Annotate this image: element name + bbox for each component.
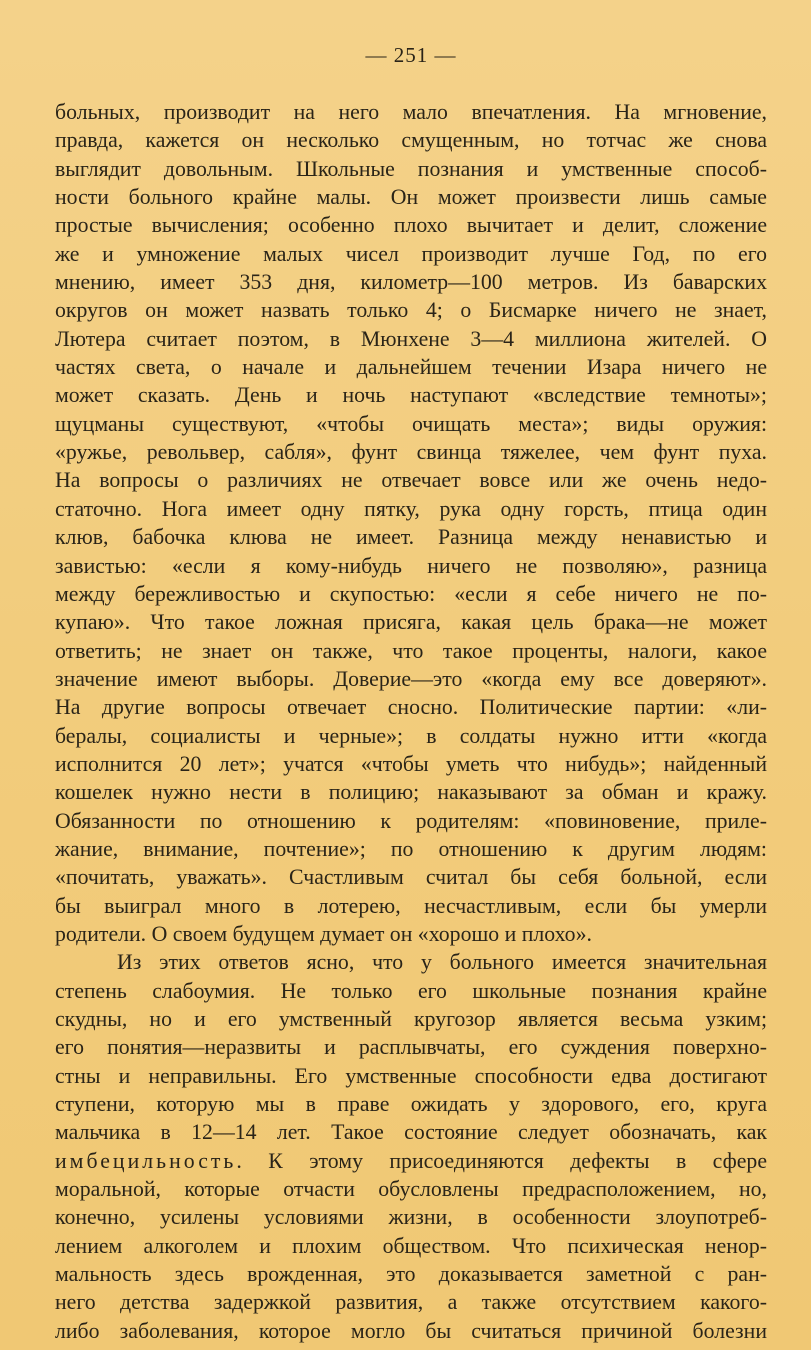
text-line: статочно. Нога имеет одну пятку, рука одну горсть, птица один — [55, 496, 767, 521]
text-line: клюв, бабочка клюва не имеет. Разница между ненавистью и — [55, 525, 767, 550]
text-line: завистью: «если я кому-нибудь ничего не позволяю», разница — [55, 553, 767, 578]
text-line: частях света, о начале и дальнейшем течении Изара ничего не — [55, 355, 767, 380]
text-line: лением алкоголем и плохим обществом. Что психическая ненор- — [55, 1233, 767, 1258]
text-line: может сказать. День и ночь наступают «вследствие темноты»; — [55, 383, 767, 408]
text-line: купаю». Что такое ложная присяга, какая цель брака—не может — [55, 610, 767, 635]
emphasized-term: имбецильность — [55, 1148, 237, 1173]
paragraph-2 — [55, 948, 767, 1345]
text-line: либо заболевания, которое могло бы считаться причиной болезни — [55, 1318, 767, 1343]
text-line: правда, кажется он несколько смущенным, но тотчас же снова — [55, 128, 767, 153]
text-line: него детства задержкой развития, а также отсутствием какого- — [55, 1290, 767, 1315]
text-line: ответить; не знает он также, что такое проценты, налоги, какое — [55, 638, 767, 663]
text-line: На другие вопросы отвечает сносно. Политические партии: «ли- — [55, 695, 767, 720]
text-line: между бережливостью и скупостью: «если я себе ничего не по- — [55, 581, 767, 606]
text-line: «ружье, револьвер, сабля», фунт свинца тяжелее, чем фунт пуха. — [55, 440, 767, 465]
text-line: округов он может назвать только 4; о Бисмарке ничего не знает, — [55, 298, 767, 323]
text-line: скудны, но и его умственный кругозор является весьма узким; — [55, 1007, 767, 1031]
text-line: больных, производит на него мало впечатления. На мгновение, — [55, 100, 767, 124]
text-line: Обязанности по отношению к родителям: «повиновение, приле- — [55, 808, 767, 833]
text-line: мальность здесь врожденная, это доказывается заметной с ран- — [55, 1262, 767, 1287]
text-line: ступени, которую мы в праве ожидать у здорового, его, круга — [55, 1092, 767, 1117]
text-line: Из этих ответов ясно, что у больного имеется значительная — [117, 950, 767, 975]
text-line: исполнится 20 лет»; учатся «чтобы уметь что нибудь»; найденный — [55, 751, 767, 776]
text-line: щуцманы существуют, «чтобы очищать места»; виды оружия: — [55, 411, 767, 436]
paragraph-1 — [55, 98, 767, 948]
text-line: степень слабоумия. Не только его школьные познания крайне — [55, 978, 767, 1003]
text-line: мнению, имеет 353 дня, километр—100 метров. Из баварских — [55, 270, 767, 295]
text-line: родители. О своем будущем думает он «хорошо и плохо». — [55, 921, 592, 946]
text-line: моральной, которые отчасти обусловлены предрасположением, но, — [55, 1177, 767, 1202]
document-page — [55, 40, 767, 1345]
text-line: бералы, социалисты и черные»; в солдаты нужно итти «когда — [55, 723, 767, 748]
text-line: значение имеют выборы. Доверие—это «когда ему все доверяют». — [55, 666, 767, 691]
text-line: бы выиграл много в лотерею, несчастливым, если бы умерли — [55, 893, 767, 918]
text-line: жание, внимание, почтение»; по отношению к другим людям: — [55, 836, 767, 861]
text-line: же и умножение малых чисел производит лучше Год, по его — [55, 241, 767, 266]
text-line: «почитать, уважать». Счастливым считал бы себя больной, если — [55, 865, 767, 890]
text-line: его понятия—неразвиты и расплывчаты, его суждения поверхно- — [55, 1035, 767, 1060]
text-line: имбецильность. К этому присоединяются дефекты в сфере — [55, 1148, 767, 1173]
text-line: кошелек нужно нести в полицию; наказывают за обман и кражу. — [55, 780, 767, 805]
text-line: конечно, усилены условиями жизни, в особенности злоупотреб- — [55, 1205, 767, 1230]
text-line: ности больного крайне малы. Он может произвести лишь самые — [55, 185, 767, 210]
text-line: простые вычисления; особенно плохо вычитает и делит, сложение — [55, 213, 767, 238]
text-line: Лютера считает поэтом, в Мюнхене 3—4 миллиона жителей. О — [55, 326, 767, 351]
text-line: мальчика в 12—14 лет. Такое состояние следует обозначать, как — [55, 1120, 767, 1145]
text-line: стны и неправильны. Его умственные способности едва достигают — [55, 1063, 767, 1088]
text-line: На вопросы о различиях не отвечает вовсе или же очень недо- — [55, 468, 767, 493]
text-line: выглядит довольным. Школьные познания и умственные способ- — [55, 156, 767, 181]
page-number: — 251 — — [365, 43, 457, 67]
